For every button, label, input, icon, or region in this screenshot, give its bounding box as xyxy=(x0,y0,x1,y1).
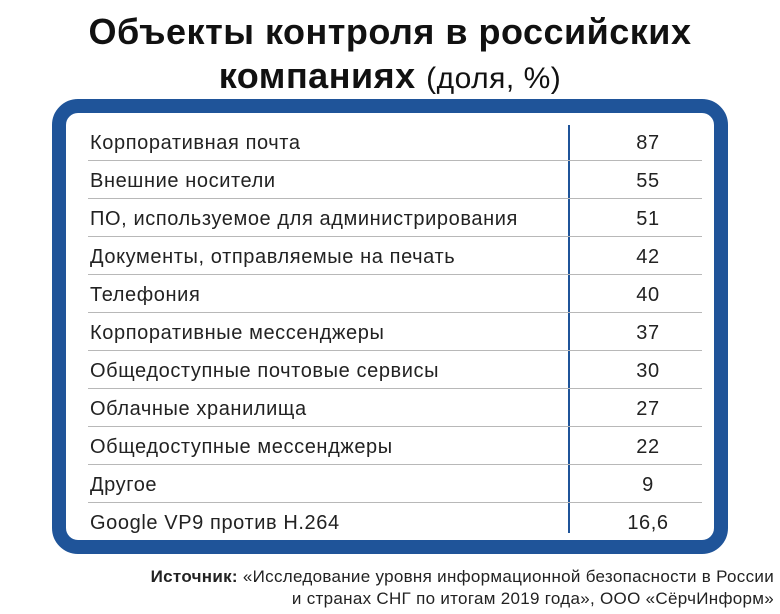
value-label: 55 xyxy=(636,170,660,192)
value-label: 30 xyxy=(636,360,660,382)
table-row xyxy=(88,161,702,199)
title-tail: компаниях xyxy=(218,55,416,96)
value-label: 87 xyxy=(636,132,660,154)
value-label: 27 xyxy=(636,398,660,420)
title-line-1: Объекты контроля в российских xyxy=(88,11,692,52)
table-row xyxy=(88,313,702,351)
category-label: Общедоступные мессенджеры xyxy=(90,436,393,458)
source-line-2: и странах СНГ по итогам 2019 года», ООО «СёрчИнформ» xyxy=(291,589,774,608)
table-row xyxy=(88,275,702,313)
source-label: Источник: xyxy=(150,567,238,586)
value-label: 40 xyxy=(636,284,660,306)
table-row xyxy=(88,465,702,503)
source-line-1: «Исследование уровня информационной безопасности в России xyxy=(242,567,774,586)
value-label: 9 xyxy=(642,474,654,496)
value-label: 42 xyxy=(636,246,660,268)
table-row xyxy=(88,351,702,389)
category-label: ПО, используемое для администрирования xyxy=(90,208,518,230)
category-label: Документы, отправляемые на печать xyxy=(90,246,456,268)
table-row xyxy=(88,237,702,275)
category-label: Общедоступные почтовые сервисы xyxy=(90,360,440,382)
table-frame xyxy=(52,99,728,554)
category-label: Телефония xyxy=(90,284,201,306)
value-label: 37 xyxy=(636,322,660,344)
chart-title xyxy=(0,10,780,101)
category-label: Внешние носители xyxy=(90,170,276,192)
category-label: Корпоративные мессенджеры xyxy=(90,322,385,344)
category-label: Облачные хранилища xyxy=(90,398,307,420)
category-label: Другое xyxy=(90,474,158,496)
title-line-2 xyxy=(0,54,780,101)
table-row xyxy=(88,123,702,161)
table-row xyxy=(88,503,702,540)
value-label: 22 xyxy=(636,436,660,458)
table-row xyxy=(88,389,702,427)
data-table xyxy=(88,123,702,540)
table-row xyxy=(88,199,702,237)
value-label: 51 xyxy=(636,208,660,230)
title-unit: (доля, %) xyxy=(426,62,562,95)
table-row xyxy=(88,427,702,465)
source-note xyxy=(52,566,774,610)
category-label: Google VP9 против H.264 xyxy=(90,512,340,534)
category-label: Корпоративная почта xyxy=(90,132,301,154)
value-label: 16,6 xyxy=(627,512,669,534)
